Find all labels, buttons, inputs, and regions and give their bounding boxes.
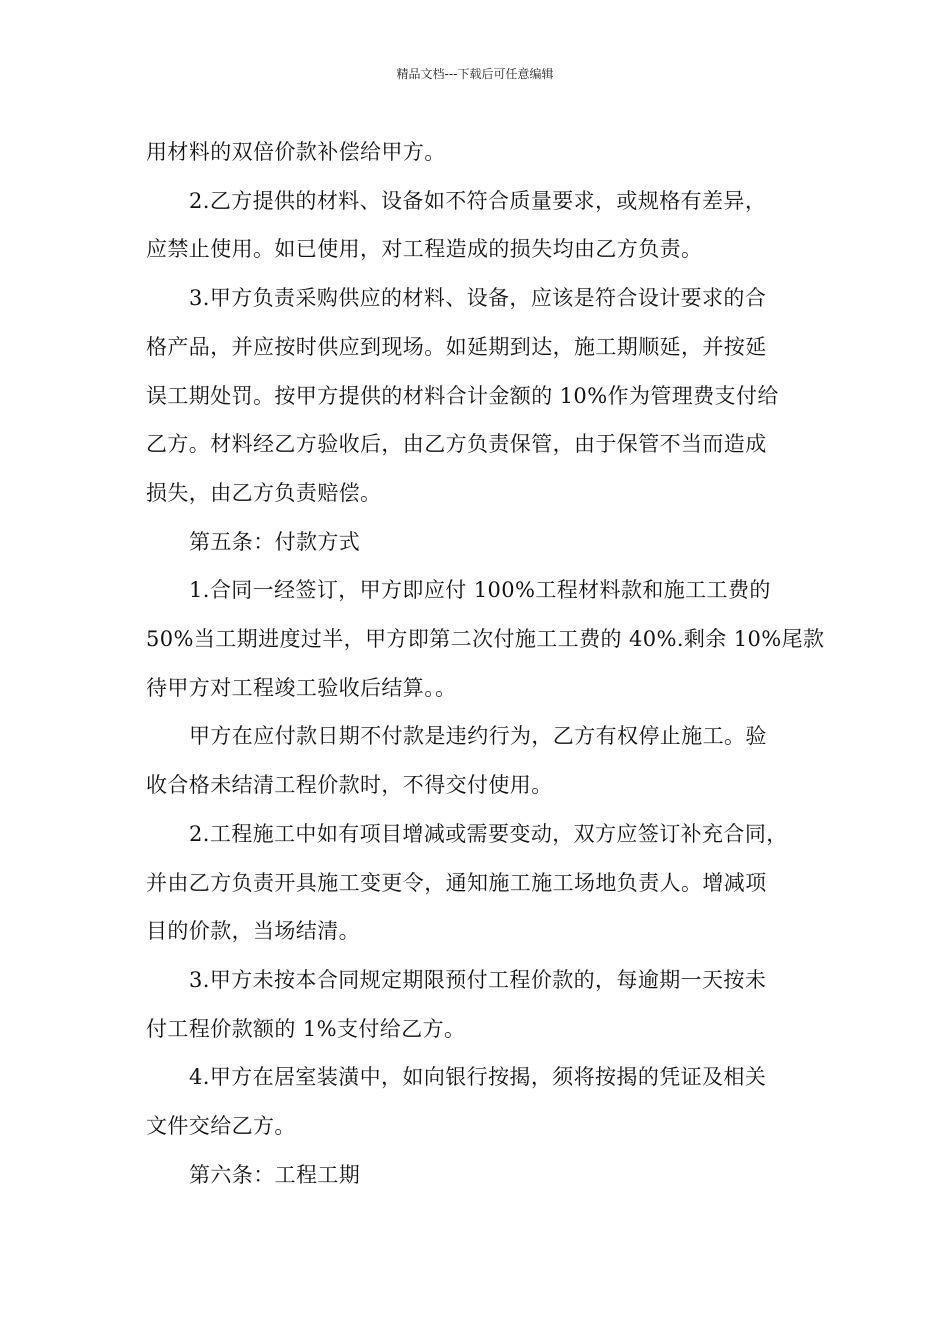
paragraph: [146, 1151, 816, 1200]
text-line: 目的价款，当场结清。: [146, 919, 360, 944]
paragraph: [146, 274, 816, 518]
text-line: 3.甲方负责采购供应的材料、设备，应该是符合设计要求的合: [189, 286, 767, 311]
document-body: [146, 128, 825, 1199]
text-line: 误工期处罚。按甲方提供的材料合计金额的 10%作为管理费支付给: [146, 383, 779, 408]
text-line: 应禁止使用。如已使用，对工程造成的损失均由乙方负责。: [146, 237, 703, 262]
text-line: 并由乙方负责开具施工变更令，通知施工施工场地负责人。增减项: [146, 870, 767, 895]
text-line: 用材料的双倍价款补偿给甲方。: [146, 140, 446, 164]
paragraph: [146, 1053, 816, 1150]
text-line: 收合格未结清工程价款时，不得交付使用。: [146, 773, 553, 798]
text-line: 待甲方对工程竣工验收后结算。。: [146, 675, 457, 700]
text-line: 乙方。材料经乙方验收后，由乙方负责保管，由于保管不当而造成: [146, 432, 767, 457]
paragraph: [146, 128, 816, 177]
text-line: 2.工程施工中如有项目增减或需要变动，双方应签订补充合同，: [189, 821, 788, 846]
page-header: 精品文档---下载后可任意编辑: [396, 67, 554, 81]
paragraph: [146, 518, 816, 567]
text-line: 付工程价款额的 1%支付给乙方。: [146, 1016, 466, 1041]
text-line: 第五条：付款方式: [189, 529, 361, 554]
text-line: 1.合同一经签订，甲方即应付 100%工程材料款和施工工费的: [189, 578, 771, 603]
paragraph: [146, 712, 816, 809]
text-line: 甲方在应付款日期不付款是违约行为，乙方有权停止施工。验: [189, 724, 767, 749]
text-line: 3.甲方未按本合同规定期限预付工程价款的，每逾期一天按未: [189, 967, 767, 992]
text-line: 第六条：工程工期: [189, 1162, 361, 1187]
paragraph: [146, 566, 825, 712]
text-line: 格产品，并应按时供应到现场。如延期到达，施工期顺延，并按延: [146, 334, 767, 359]
text-line: 50%当工期进度过半，甲方即第二次付施工工费的 40%.剩余 10%尾款: [146, 627, 825, 652]
text-line: 4.甲方在居室装潢中，如向银行按揭，须将按揭的凭证及相关: [189, 1065, 767, 1090]
text-line: 损失，由乙方负责赔偿。: [146, 480, 382, 505]
paragraph: [146, 177, 816, 274]
paragraph: [146, 956, 816, 1053]
text-line: 文件交给乙方。: [146, 1114, 296, 1139]
text-line: 2.乙方提供的材料、设备如不符合质量要求，或规格有差异，: [189, 188, 767, 213]
paragraph: [146, 810, 816, 956]
